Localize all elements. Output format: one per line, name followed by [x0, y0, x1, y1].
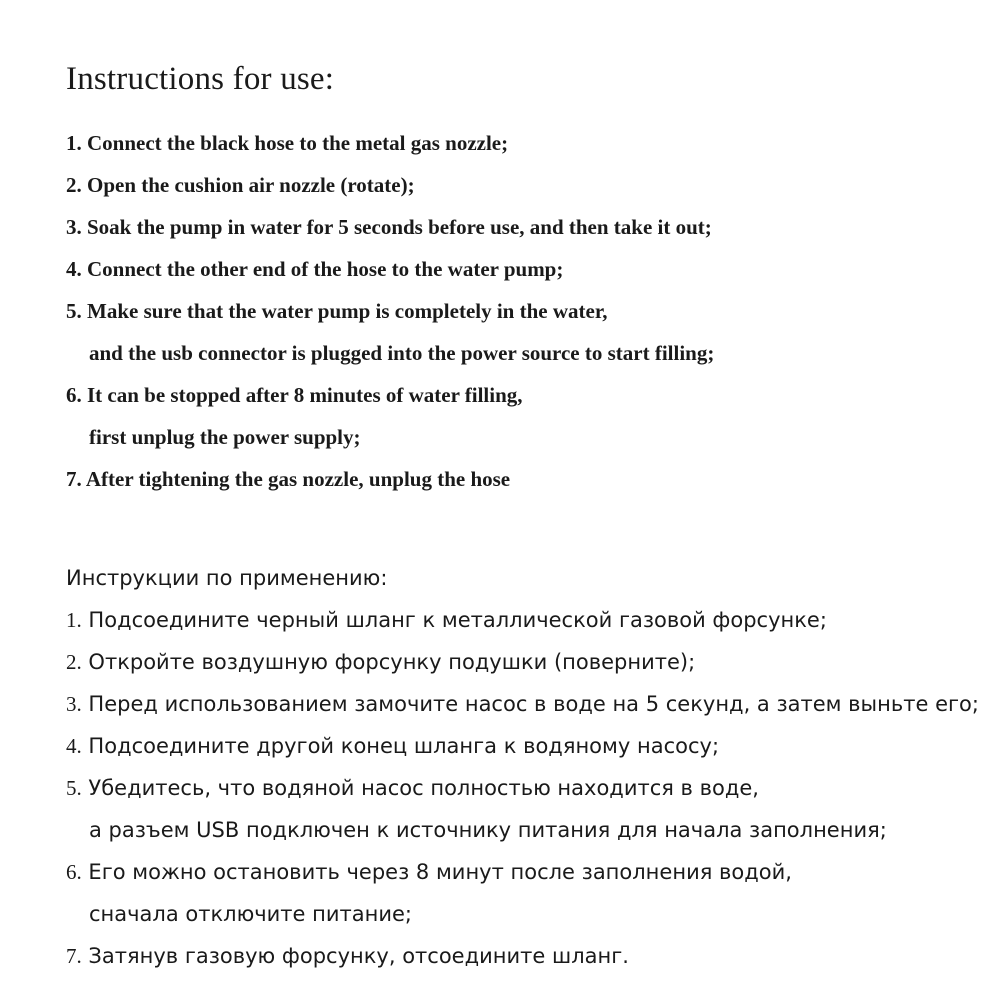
step-number: 2.	[66, 173, 82, 197]
step-text: first unplug the power supply;	[89, 425, 361, 449]
step-number: 1.	[66, 608, 82, 632]
russian-step-6-continued	[66, 893, 986, 935]
english-step-5	[66, 290, 966, 332]
english-step-1	[66, 122, 966, 164]
step-text: Откройте воздушную форсунку подушки (поверните);	[81, 650, 696, 674]
english-step-5-continued	[66, 332, 966, 374]
russian-step-7	[66, 935, 986, 977]
step-text: After tightening the gas nozzle, unplug the hose	[81, 467, 511, 491]
step-text: Затянув газовую форсунку, отсоедините шланг.	[81, 944, 629, 968]
step-text: Подсоедините черный шланг к металлической газовой форсунке;	[81, 608, 827, 632]
step-number: 3.	[66, 692, 82, 716]
english-step-6	[66, 374, 966, 416]
step-text: Его можно остановить через 8 минут после заполнения водой,	[81, 860, 792, 884]
step-text: Connect the other end of the hose to the water pump;	[81, 257, 564, 281]
english-step-3	[66, 206, 966, 248]
english-step-4	[66, 248, 966, 290]
step-text: It can be stopped after 8 minutes of water filling,	[81, 383, 523, 407]
step-text: Подсоедините другой конец шланга к водяному насосу;	[81, 734, 720, 758]
step-text: Open the cushion air nozzle (rotate);	[81, 173, 415, 197]
step-number: 5.	[66, 776, 82, 800]
english-step-6-continued	[66, 416, 966, 458]
step-number: 6.	[66, 383, 82, 407]
russian-step-5	[66, 767, 986, 809]
step-text: Soak the pump in water for 5 seconds before use, and then take it out;	[81, 215, 712, 239]
english-step-7	[66, 458, 966, 500]
russian-step-3	[66, 683, 986, 725]
step-number: 7.	[66, 467, 82, 491]
step-text: сначала отключите питание;	[89, 902, 412, 926]
step-number: 4.	[66, 734, 82, 758]
english-instructions	[66, 58, 966, 500]
step-number: 6.	[66, 860, 82, 884]
step-number: 4.	[66, 257, 82, 281]
step-text: Перед использованием замочите насос в воде на 5 секунд, а затем выньте его;	[81, 692, 979, 716]
russian-step-5-continued	[66, 809, 986, 851]
english-step-2	[66, 164, 966, 206]
russian-step-4	[66, 725, 986, 767]
russian-instructions	[66, 557, 986, 977]
step-text: Connect the black hose to the metal gas nozzle;	[81, 131, 509, 155]
step-number: 7.	[66, 944, 82, 968]
russian-step-2	[66, 641, 986, 683]
step-text: Убедитесь, что водяной насос полностью находится в воде,	[81, 776, 759, 800]
step-number: 5.	[66, 299, 82, 323]
russian-step-6	[66, 851, 986, 893]
russian-title: Инструкции по применению:	[66, 566, 388, 590]
step-text: а разъем USB подключен к источнику питания для начала заполнения;	[89, 818, 887, 842]
english-title: Instructions for use:	[66, 61, 335, 97]
step-text: and the usb connector is plugged into the power source to start filling;	[89, 341, 715, 365]
russian-step-1	[66, 599, 986, 641]
step-number: 2.	[66, 650, 82, 674]
step-number: 1.	[66, 131, 82, 155]
step-text: Make sure that the water pump is completely in the water,	[81, 299, 608, 323]
step-number: 3.	[66, 215, 82, 239]
